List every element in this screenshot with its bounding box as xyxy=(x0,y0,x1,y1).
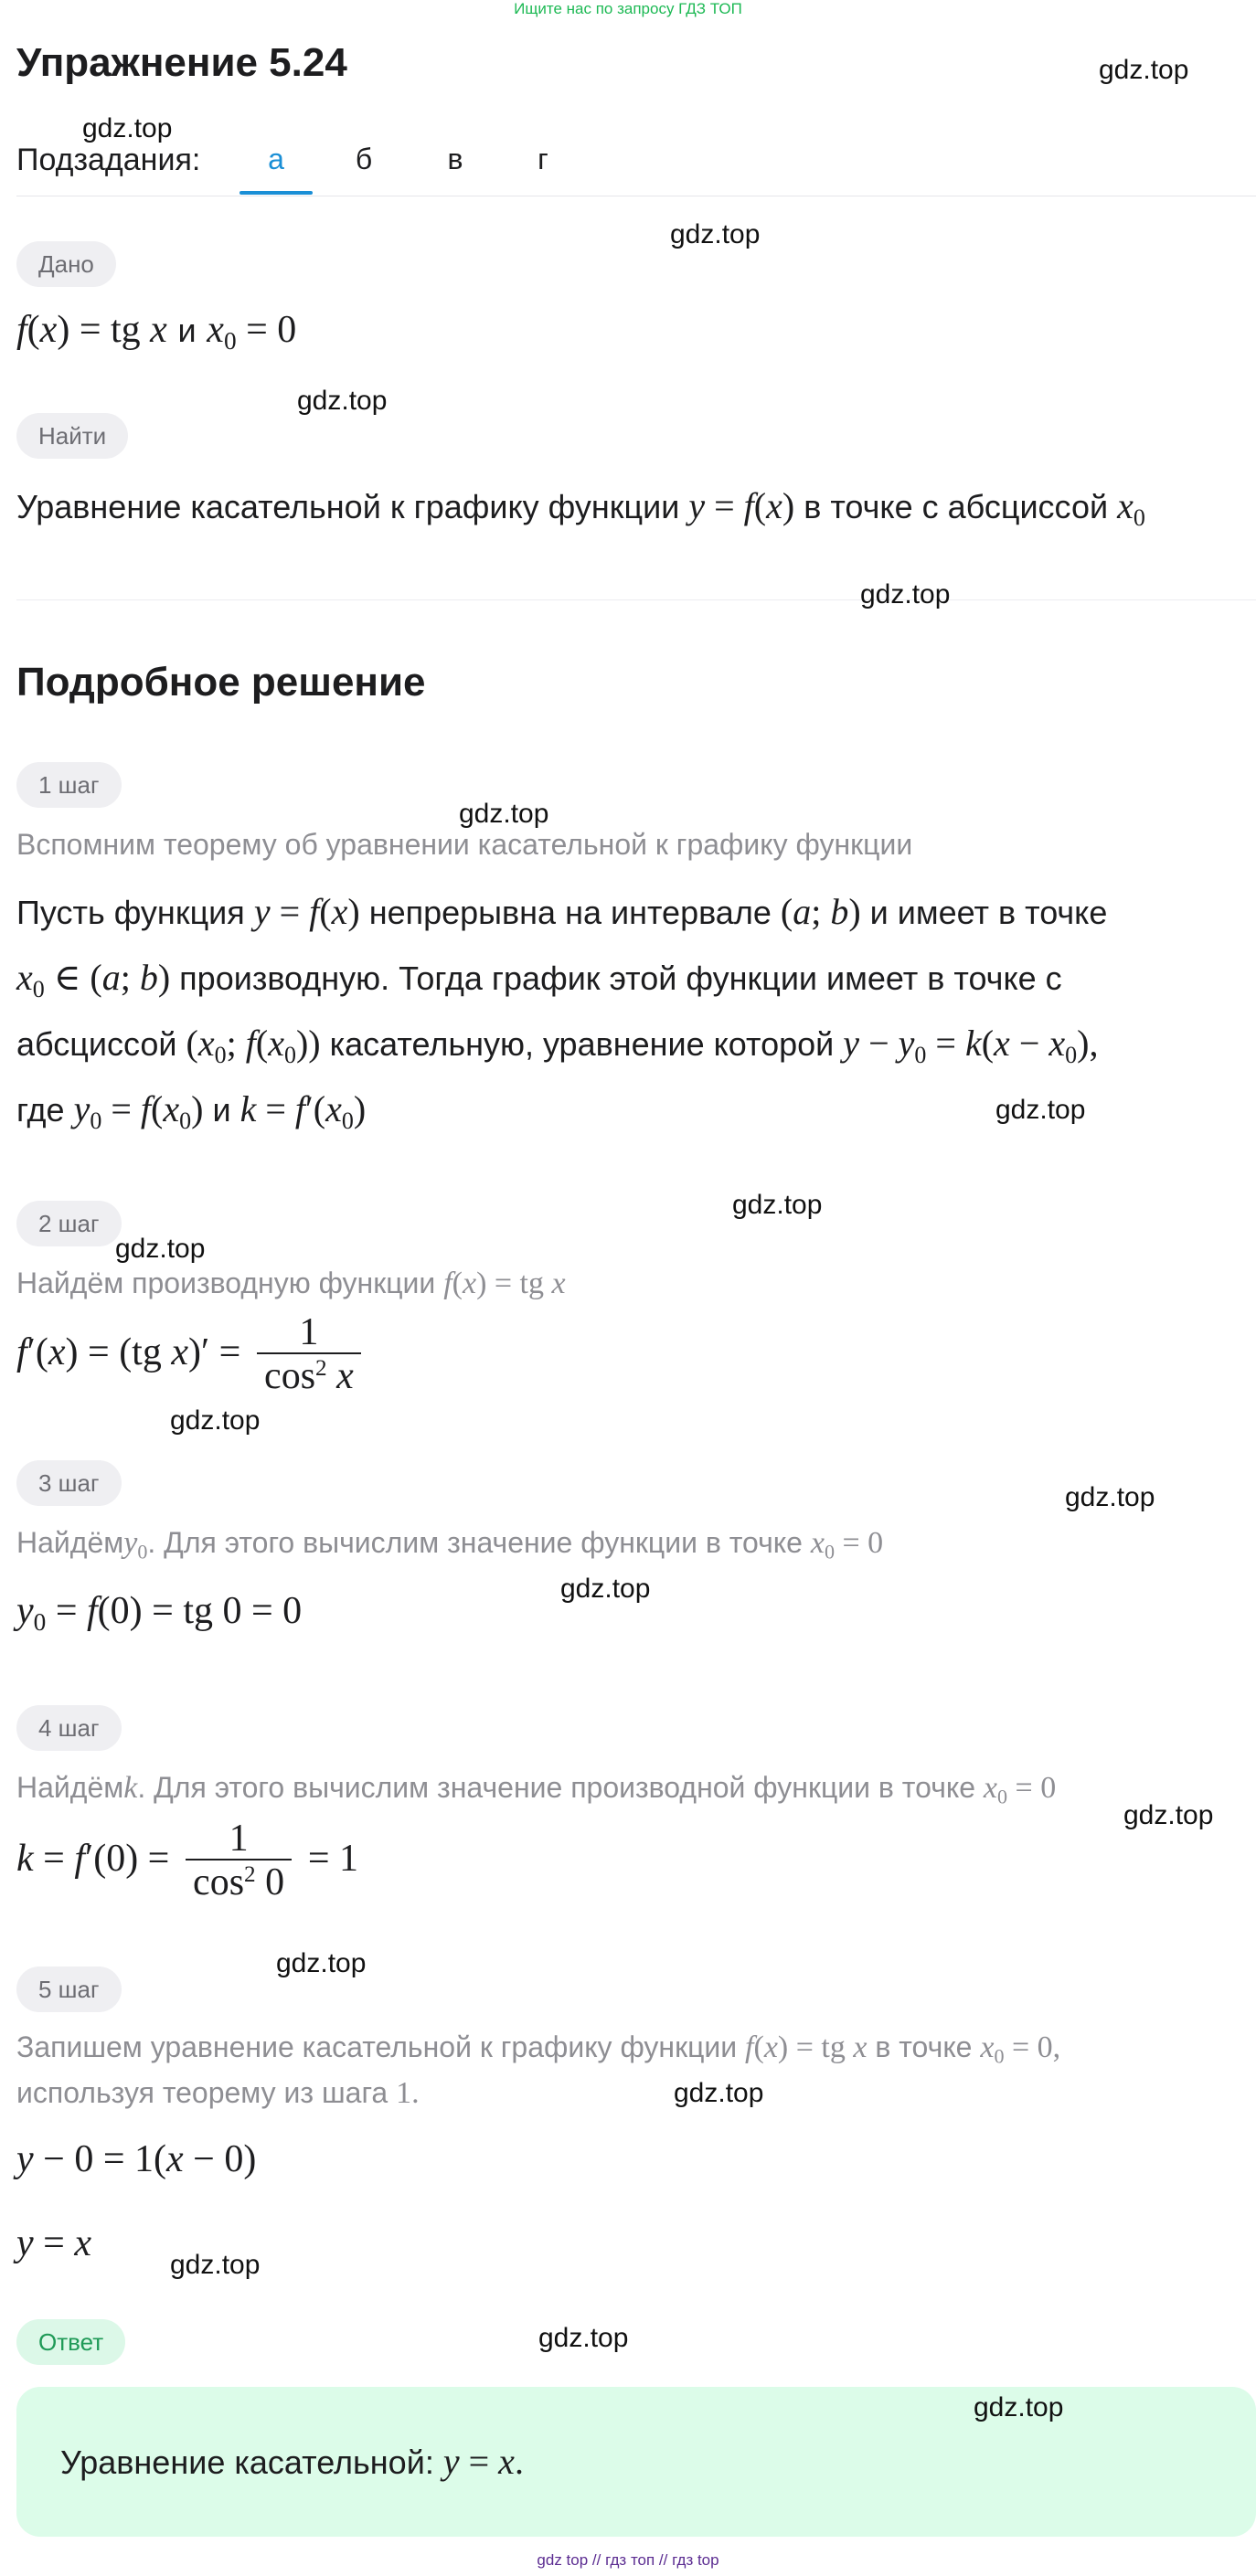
footer-links: gdz top // гдз топ // гдз top xyxy=(537,2551,719,2569)
watermark: gdz.top xyxy=(170,2250,261,2280)
step-5-hint-line-1: Запишем уравнение касательной к графику функции f(x) = tg x в точке $x_0 = 0$, xyxy=(16,2030,1061,2068)
watermark: gdz.top xyxy=(170,1405,261,1436)
find-text-part-1: Уравнение касательной к графику функции xyxy=(16,488,680,525)
step-5-formula-2: y = x xyxy=(16,2222,91,2264)
step-5-hint-b: в точке xyxy=(875,2030,973,2063)
step-1-line-1-a: Пусть функция xyxy=(16,894,245,931)
find-badge: Найти xyxy=(16,413,128,459)
step-1-line-3-a: абсциссой xyxy=(16,1025,177,1063)
step-2-hint: Найдём производную функции f(x) = tg x xyxy=(16,1267,566,1300)
step-5-hint-a: Запишем уравнение касательной к графику функции xyxy=(16,2030,738,2063)
step-3-hint-b: . Для этого вычислим значение функции в точке xyxy=(147,1526,803,1559)
step-5-hint-c: используя теорему из шага xyxy=(16,2076,389,2109)
watermark: gdz.top xyxy=(276,1948,367,1978)
step-2-hint-text: Найдём производную функции xyxy=(16,1267,436,1299)
tab-g[interactable]: г xyxy=(538,143,548,175)
tab-a[interactable]: а xyxy=(268,143,284,175)
find-text: Уравнение касательной к графику функции y = f(x) в точке с абсциссой $x_0$ xyxy=(16,485,1145,531)
find-text-part-2: в точке с абсциссой xyxy=(804,488,1109,525)
step-1-line-1-b: непрерывна на интервале xyxy=(368,894,772,931)
step-2-formula: f′(x) = (tg x)′ = $\frac{1}{\cos^2 x}$ xyxy=(16,1312,367,1396)
watermark: gdz.top xyxy=(860,579,951,610)
watermark: gdz.top xyxy=(459,799,549,829)
watermark: gdz.top xyxy=(297,386,388,416)
step-1-badge: 1 шаг xyxy=(16,762,122,808)
step-1-line-3-b: касательную, уравнение которой xyxy=(329,1025,835,1063)
tab-b[interactable]: б xyxy=(355,143,373,175)
step-5-badge: 5 шаг xyxy=(16,1966,122,2012)
subtasks-label: Подзадания: xyxy=(16,143,201,177)
watermark: gdz.top xyxy=(1123,1800,1214,1830)
step-5-hint-line-2: используя теорему из шага 1. xyxy=(16,2076,420,2110)
given-formula: f(x) = tg x и $x_0 = 0$ xyxy=(16,309,297,355)
watermark: gdz.top xyxy=(974,2392,1064,2422)
given-and: и xyxy=(177,312,197,349)
solution-title: Подробное решение xyxy=(16,660,426,705)
step-4-hint-b: . Для этого вычислим значение производной функции в точке xyxy=(137,1771,976,1804)
answer-badge: Ответ xyxy=(16,2319,125,2365)
step-4-hint-a: Найдём xyxy=(16,1771,124,1804)
watermark: gdz.top xyxy=(82,113,173,143)
answer-box xyxy=(16,2387,1256,2537)
step-4-badge: 4 шаг xyxy=(16,1705,122,1751)
step-1-line-4: где $y_0 = f(x_0)$ и $k = f'(x_0)$ xyxy=(16,1088,367,1134)
step-4-formula: k = f′(0) = $\frac{1}{\cos^2 0}$ = 1 xyxy=(16,1818,358,1904)
step-1-hint: Вспомним теорему об уравнении касательной к графику функции xyxy=(16,828,913,861)
watermark: gdz.top xyxy=(1099,55,1189,85)
watermark: gdz.top xyxy=(995,1095,1086,1125)
watermark: gdz.top xyxy=(560,1574,651,1604)
step-1-line-4-a: где xyxy=(16,1091,65,1129)
tab-v[interactable]: в xyxy=(447,143,463,175)
watermark: gdz.top xyxy=(674,2078,764,2108)
page-title: Упражнение 5.24 xyxy=(16,40,347,85)
answer-text-label: Уравнение касательной: xyxy=(60,2443,434,2481)
section-divider xyxy=(16,599,1256,600)
step-1-line-4-b: и xyxy=(212,1091,231,1129)
step-3-badge: 3 шаг xyxy=(16,1460,122,1506)
answer-text: Уравнение касательной: y = x. xyxy=(60,2441,524,2482)
watermark: gdz.top xyxy=(538,2323,629,2353)
search-hint-banner: Ищите нас по запросу ГДЗ ТОП xyxy=(514,0,742,17)
step-1-line-2-a: производную. Тогда график этой функции имеет в точке с xyxy=(179,959,1062,997)
watermark: gdz.top xyxy=(732,1190,823,1220)
watermark: gdz.top xyxy=(670,219,761,249)
step-1-line-1-c: и имеет в точке xyxy=(869,894,1108,931)
watermark: gdz.top xyxy=(115,1234,206,1264)
active-tab-indicator xyxy=(239,191,313,195)
step-4-hint: Найдёмk. Для этого вычислим значение производной функции в точке $x_0 = 0$ xyxy=(16,1771,1057,1808)
step-3-formula: $y_0 = f(0)$ = tg 0 = 0 xyxy=(16,1590,303,1637)
step-2-badge: 2 шаг xyxy=(16,1201,122,1246)
step-1-line-3: абсциссой ($x_0$; $f(x_0)$) касательную, уравнение которой $y - y_0 = k(x - x_0)$, xyxy=(16,1023,1099,1068)
step-1-line-2: $x_0$ ∈ (a; b) производную. Тогда график этой функции имеет в точке с xyxy=(16,957,1062,1002)
step-1-line-1: Пусть функция y = f(x) непрерывна на интервале (a; b) и имеет в точке xyxy=(16,891,1108,932)
given-badge: Дано xyxy=(16,241,116,287)
step-3-hint: Найдёмy$_0$. Для этого вычислим значение функции в точке $x_0 = 0$ xyxy=(16,1526,884,1564)
step-5-formula-1: y − 0 = 1(x − 0) xyxy=(16,2138,257,2180)
step-3-hint-a: Найдём xyxy=(16,1526,124,1559)
watermark: gdz.top xyxy=(1065,1482,1155,1512)
